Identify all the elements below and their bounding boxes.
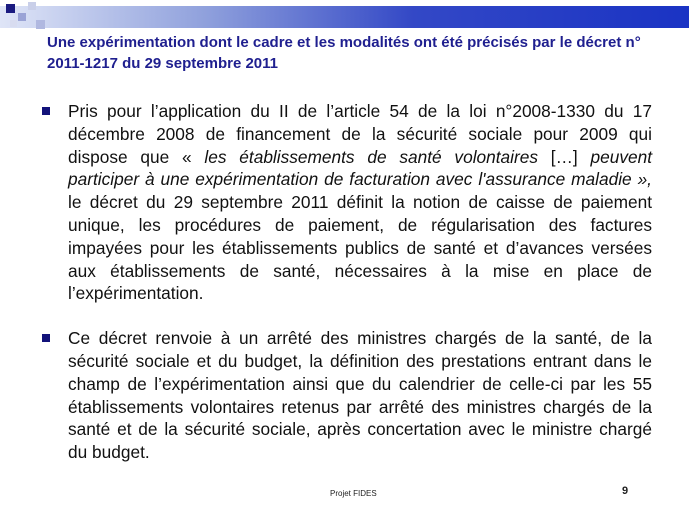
square-bullet-icon — [42, 334, 50, 342]
bullet-text-2: Ce décret renvoie à un arrêté des ministres chargés de la santé, de la sécurité sociale et du budget, la définition des prestations entrant dans le champ de l’expérimentation ainsi que du calendrier de celle-ci par les 55 établissements volontaires retenus par arrêté des ministres chargés de la santé et de la sécurité sociale, après concertation avec le ministre chargé du budget. — [68, 328, 652, 463]
bullet-text-1: Pris pour l’application du II de l’article 54 de la loi n°2008-1330 du 17 décembre 2008 de financement de la sécurité sociale pour 2009 qui dispose que « les établissements de santé volontaires […] peuvent participer à une expérimentation de facturation avec l'assurance maladie », le décret du 29 septembre 2011 définit la notion de caisse de paiement unique, les procédures de paiement, de régularisation des factures impayées pour les établissements publics de santé et d’avances versées aux établissements de santé, nécessaires à la mise en place de l’expérimentation. — [68, 101, 652, 304]
square-bullet-icon — [42, 107, 50, 115]
bullet-item-1 — [40, 100, 652, 305]
footer-label: Projet FIDES — [330, 489, 377, 498]
slide-title: Une expérimentation dont le cadre et les modalités ont été précisés par le décret n° 2011-1217 du 29 septembre 2011 — [47, 34, 641, 72]
bullet-list — [40, 100, 652, 486]
header-band — [0, 6, 689, 28]
bullet-item-2 — [40, 327, 652, 464]
page-number: 9 — [622, 485, 629, 497]
